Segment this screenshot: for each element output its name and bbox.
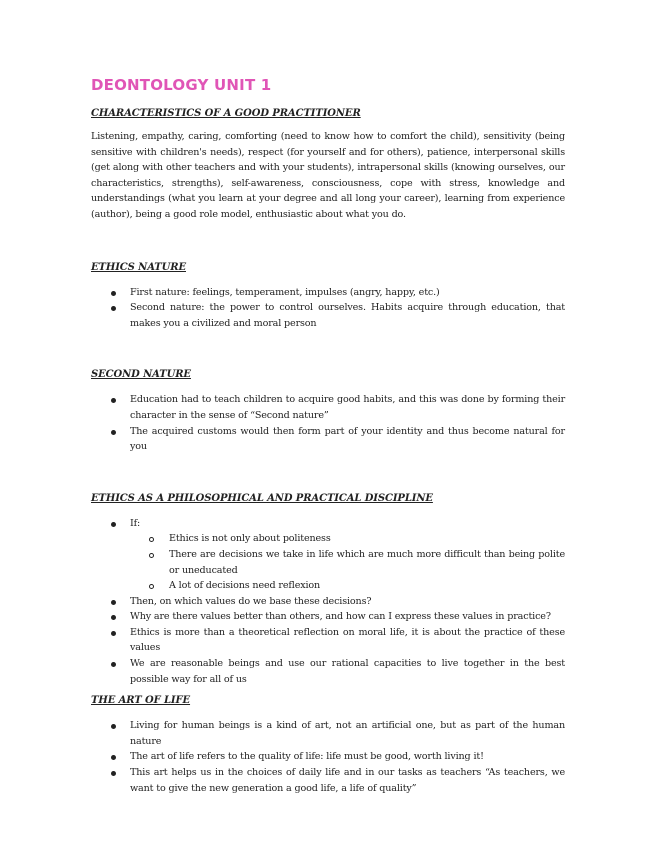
section-heading-ethics-nature: ETHICS NATURE: [91, 261, 186, 273]
bullet-icon: [111, 755, 116, 760]
list-item: [91, 749, 565, 765]
sub-list: [130, 531, 565, 593]
section-heading-art-of-life: THE ART OF LIFE: [91, 695, 191, 707]
list-item: [91, 516, 565, 594]
list-item-text: Living for human beings is a kind of art, not an artificial one, but as part of the human nature: [130, 720, 565, 747]
section-heading-philosophical-discipline: ETHICS AS A PHILOSOPHICAL AND PRACTICAL DISCIPLINE: [91, 492, 433, 504]
bullet-icon: [111, 291, 116, 296]
hollow-bullet-icon: [149, 553, 154, 558]
list-item-text: We are reasonable beings and use our rational capacities to live together in the best possible way for all of us: [130, 658, 565, 685]
bullet-icon: [111, 662, 116, 667]
list-item: [91, 718, 565, 749]
list-item-text: Ethics is more than a theoretical reflection on moral life, it is about the practice of these values: [130, 626, 565, 654]
list-item: [91, 594, 565, 610]
sub-list-item-text: A lot of decisions need reflexion: [169, 580, 321, 592]
list-item: [91, 609, 565, 625]
list-item-text: Then, on which values do we base these decisions?: [130, 595, 372, 607]
section-heading-second-nature: SECOND NATURE: [91, 369, 191, 381]
list-item: [91, 656, 565, 687]
list-item: [91, 285, 565, 301]
list-item: [91, 625, 565, 656]
sub-list-item: [130, 547, 565, 578]
section-heading-characteristics: CHARACTERISTICS OF A GOOD PRACTITIONER: [91, 108, 361, 119]
bullet-icon: [111, 615, 116, 620]
list-item-text: First nature: feelings, temperament, impulses (angry, happy, etc.): [130, 286, 440, 298]
document-title: DEONTOLOGY UNIT 1: [91, 76, 272, 94]
ethics-nature-list: [91, 285, 565, 332]
list-item: [91, 300, 565, 331]
bullet-icon: [111, 430, 116, 435]
bullet-icon: [111, 631, 116, 636]
list-item-text: The art of life refers to the quality of life: life must be good, worth living it!: [130, 751, 484, 763]
list-item-text: Second nature: the power to control ourselves. Habits acquire through education, that makes you a civilized and moral person: [130, 302, 565, 329]
bullet-icon: [111, 522, 116, 527]
philosophical-list: [91, 516, 565, 688]
list-item-text: If:: [130, 517, 141, 529]
list-item-text: Why are there values better than others, and how can I express these values in practice?: [130, 611, 551, 623]
list-item: [91, 392, 565, 423]
bullet-icon: [111, 398, 116, 403]
list-item: [91, 765, 565, 796]
sub-list-item: [130, 531, 565, 547]
list-item-text: This art helps us in the choices of daily life and in our tasks as teachers “As teachers, we want to give the new generation a good life, a life of quality”: [130, 767, 565, 794]
document-content: [91, 76, 565, 796]
sub-list-item-text: Ethics is not only about politeness: [169, 533, 331, 545]
list-item-text: The acquired customs would then form part of your identity and thus become natural for you: [130, 425, 565, 453]
art-of-life-list: [91, 718, 565, 796]
second-nature-list: [91, 392, 565, 454]
hollow-bullet-icon: [149, 537, 154, 542]
bullet-icon: [111, 306, 116, 311]
sub-list-item-text: There are decisions we take in life which are much more difficult than being polite or uneducated: [169, 548, 565, 576]
sub-list-item: [130, 578, 565, 594]
bullet-icon: [111, 724, 116, 729]
hollow-bullet-icon: [149, 584, 154, 589]
bullet-icon: [111, 771, 116, 776]
bullet-icon: [111, 600, 116, 605]
list-item: [91, 424, 565, 455]
list-item-text: Education had to teach children to acquire good habits, and this was done by forming their character in the sense of “Second nature”: [130, 394, 565, 421]
characteristics-paragraph: Listening, empathy, caring, comforting (need to know how to comfort the child), sensitivity (being sensitive with children's needs), respect (for yourself and for others), patience, interpersonal skills (get along with other teachers and with your students), intrapersonal skills (knowing ourselves, our characteristics, strengths), self-awareness, consciousness, cope with stress, knowledge and understandings (what you learn at your degree and all long your career), learning from experience (author), being a good role model, enthusiastic about what you do.: [91, 131, 565, 220]
